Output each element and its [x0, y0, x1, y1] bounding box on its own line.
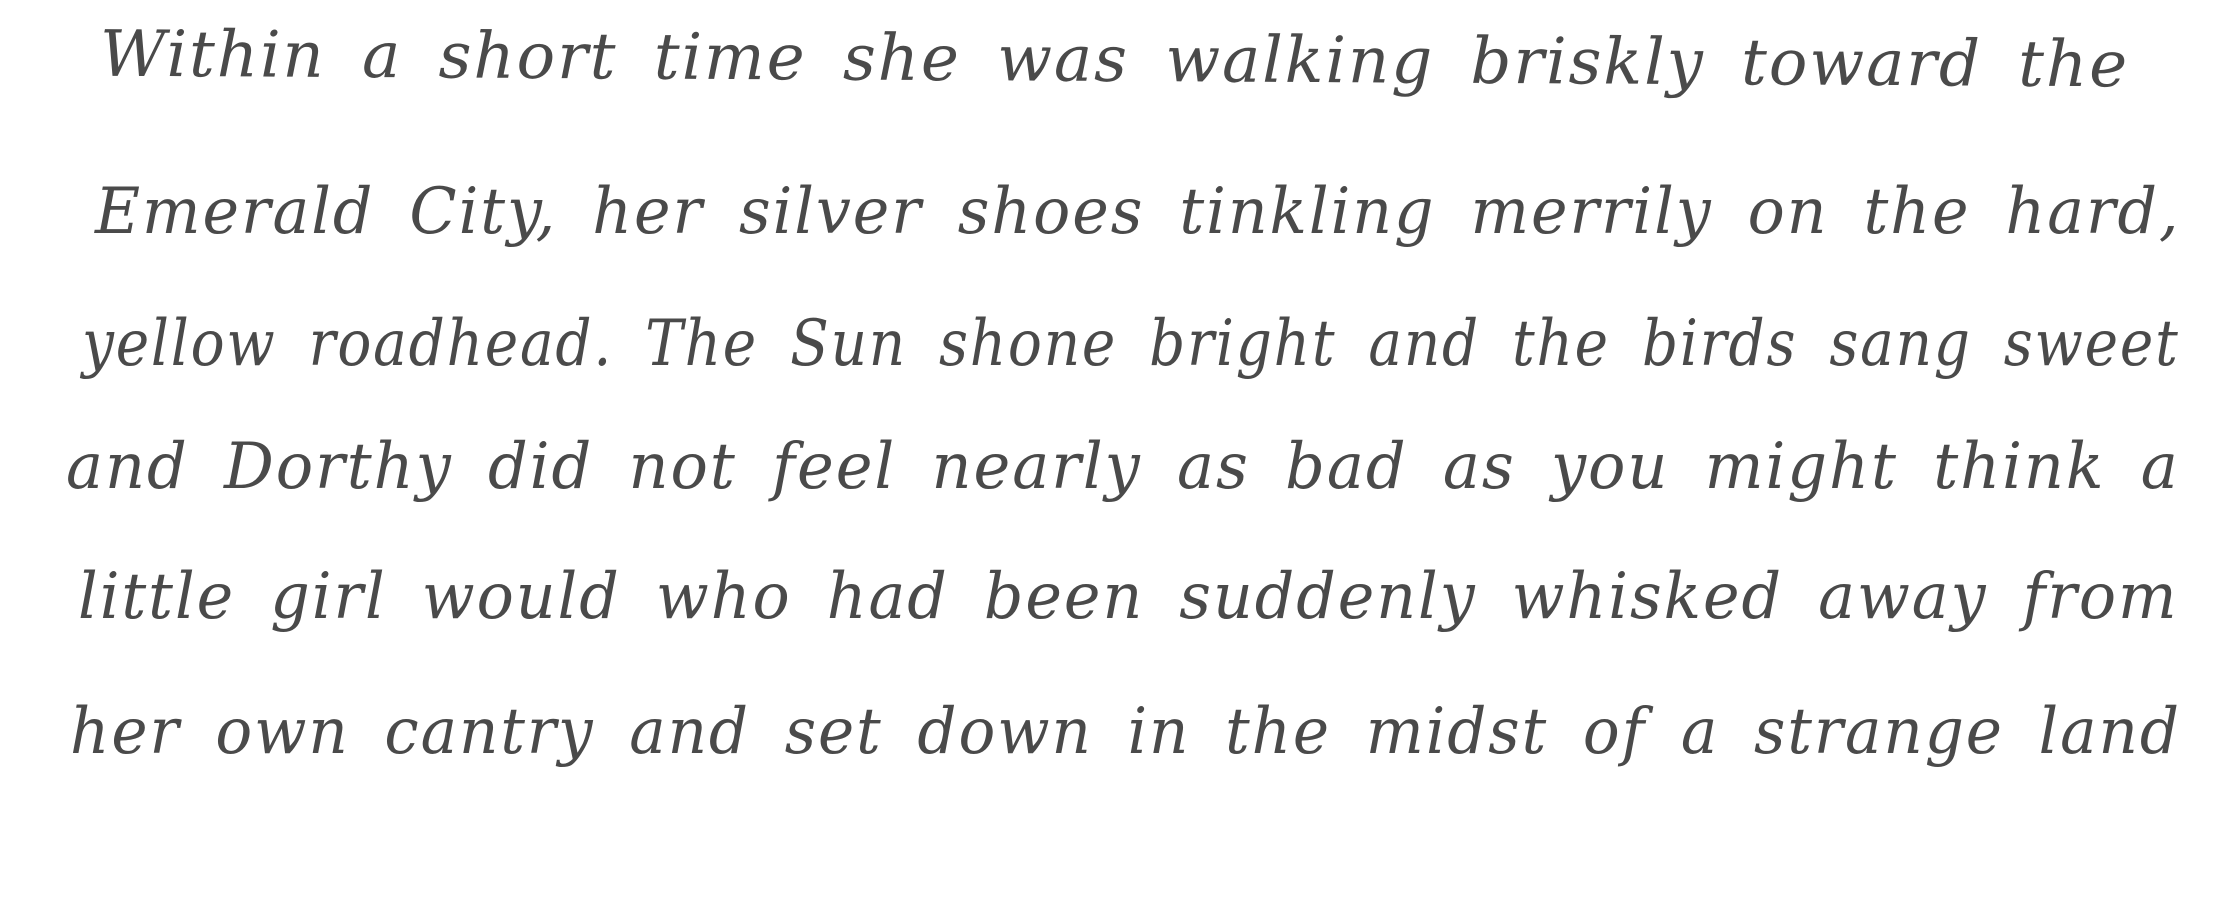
handwritten-line-4: and Dorthy did not feel nearly as bad as you might think a	[66, 430, 2180, 504]
handwritten-line-6: her own cantry and set down in the midst of a strange land	[70, 695, 2181, 769]
handwritten-line-2: Emerald City, her silver shoes tinkling merrily on the hard,	[95, 175, 2181, 249]
handwritten-line-1: Within a short time she was walking briskly toward the	[99, 17, 2130, 103]
handwritten-line-3: yellow roadhead. The Sun shone bright and the birds sang sweet	[82, 307, 2180, 381]
handwritten-line-5: little girl would who had been suddenly whisked away from	[78, 560, 2179, 634]
